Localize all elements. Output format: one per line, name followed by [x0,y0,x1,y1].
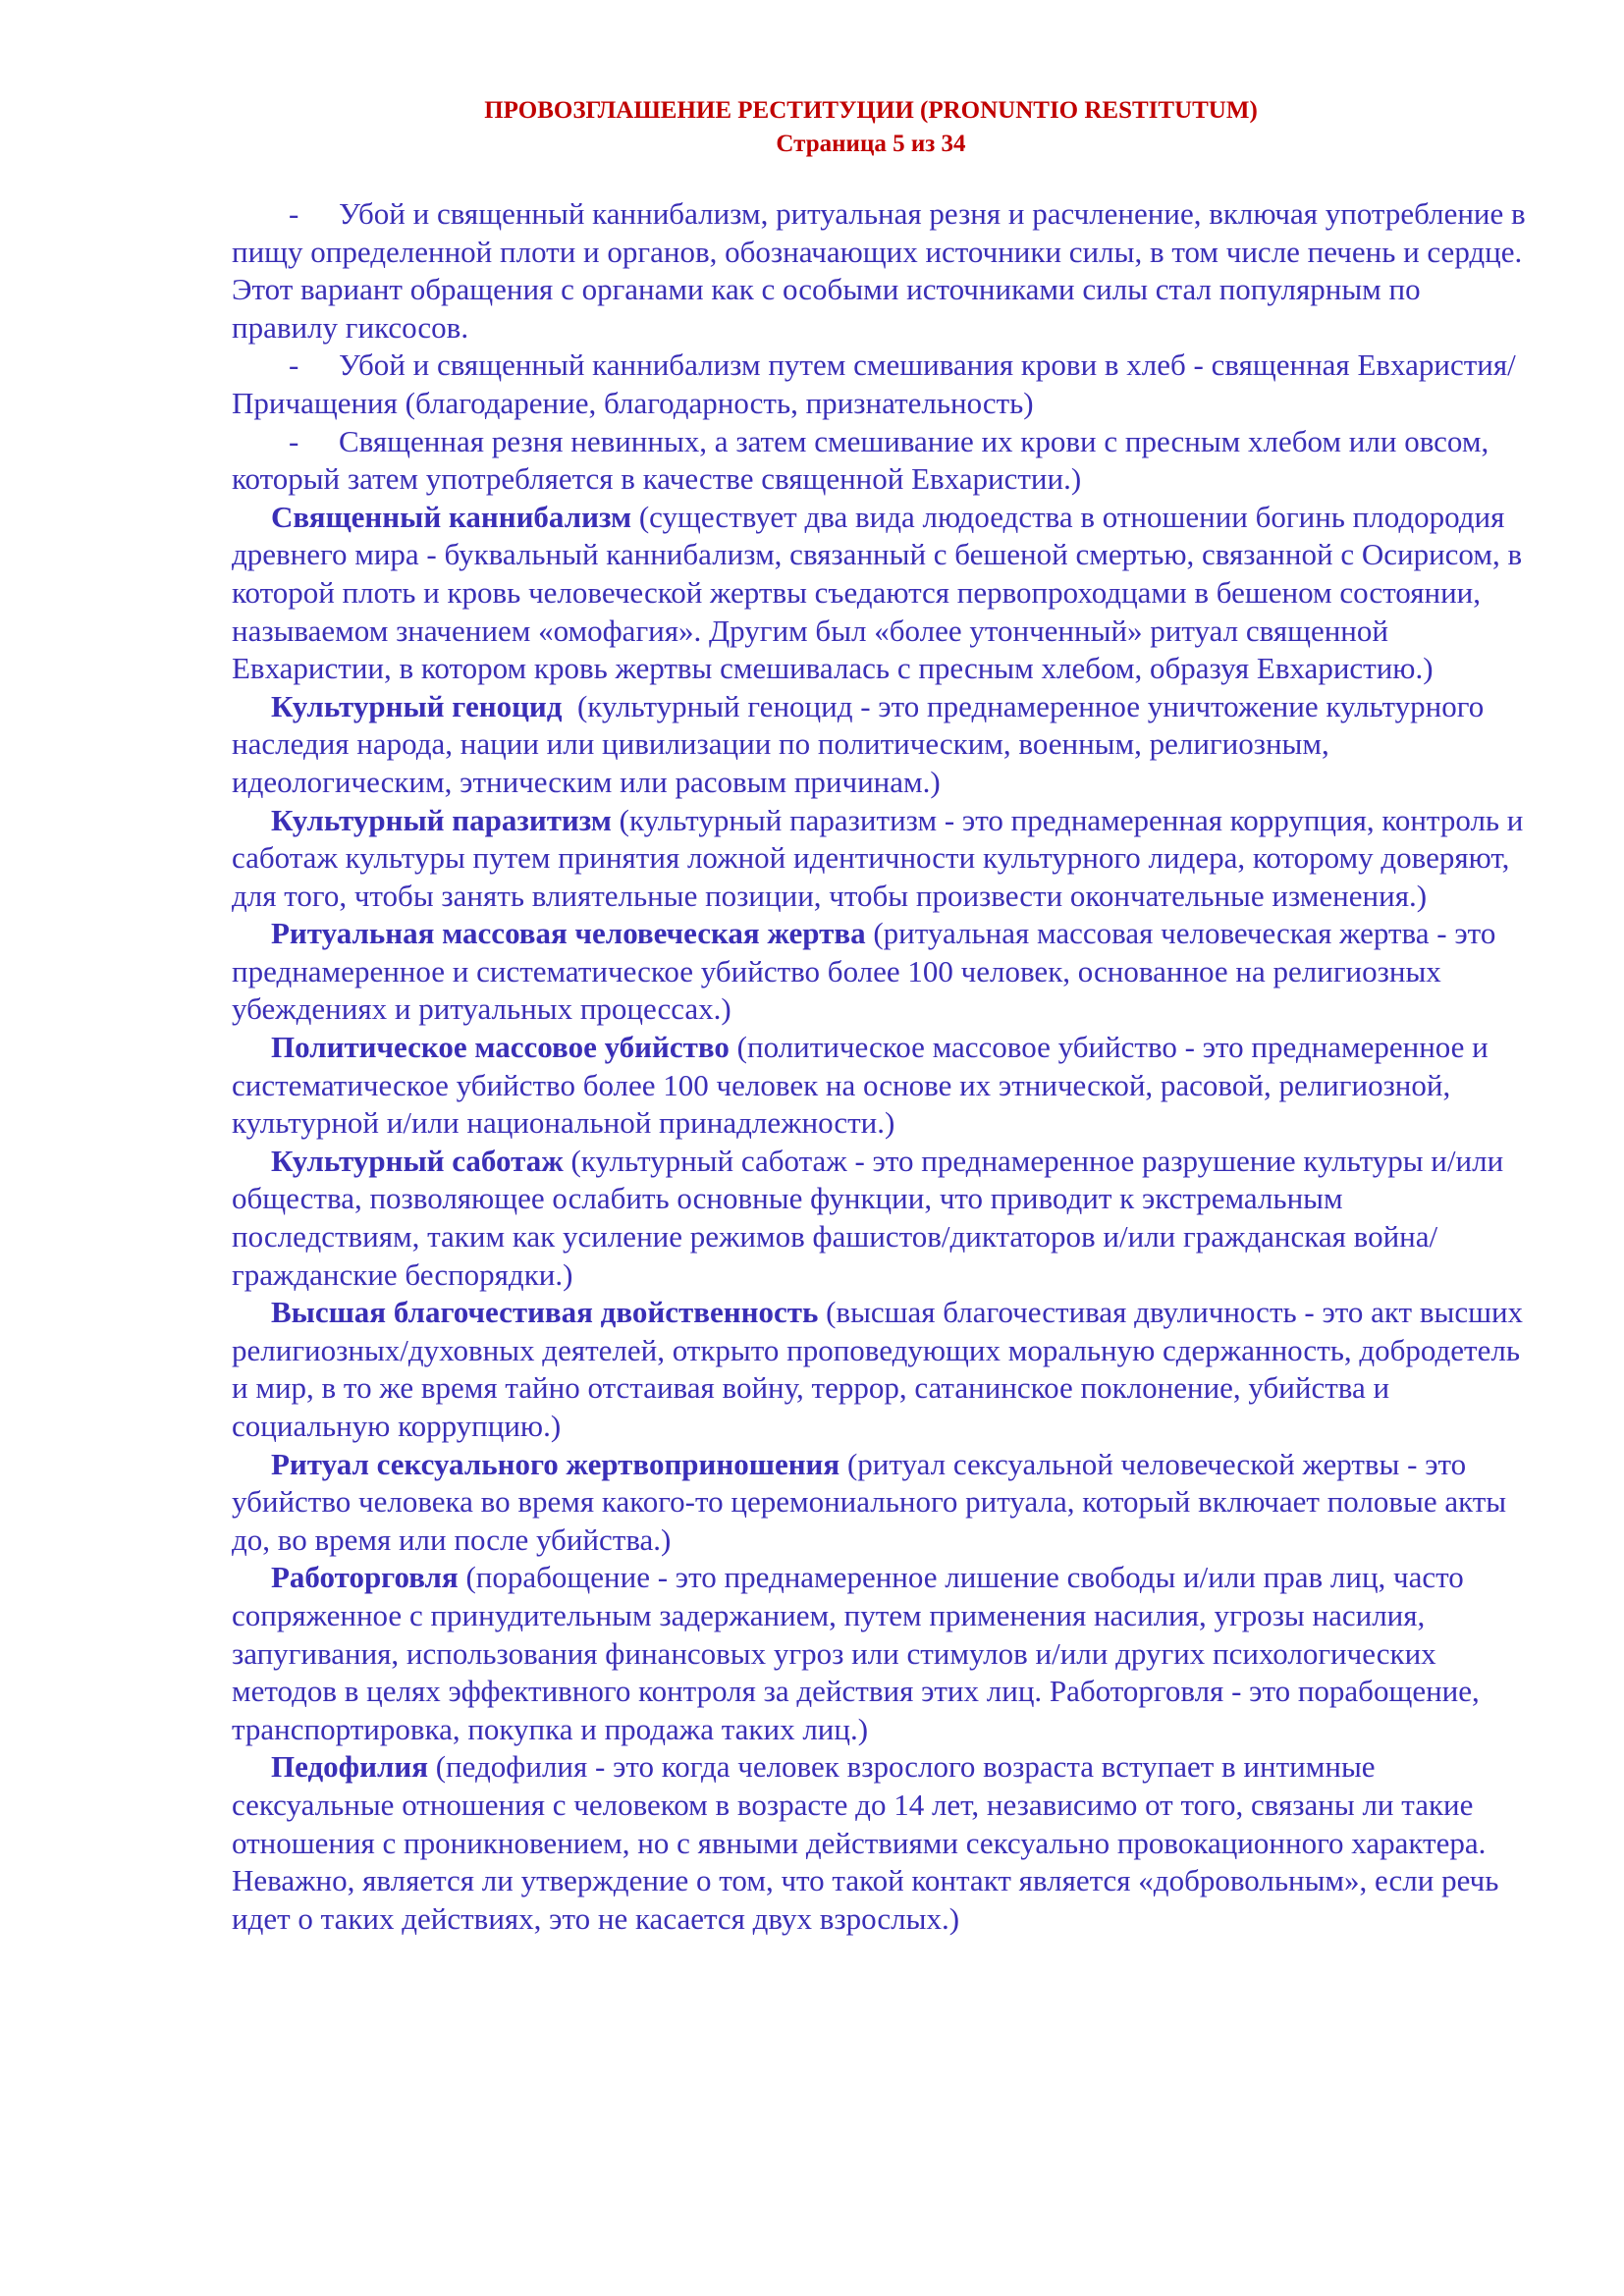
definition-text: (культурный саботаж - это преднамеренное разрушение культуры и/или общества, позволяющее ослабить основные функции, что приводит к экстремальным последствиям, таким как усиление режимов фашистов/диктаторов и/или гражданская война/гражданские беспорядки.) [232,1143,1504,1292]
definition-term: Ритуал сексуального жертвоприношения [271,1446,840,1481]
definition-term: Политическое массовое убийство [271,1030,730,1065]
document-title: ПРОВОЗГЛАШЕНИЕ РЕСТИТУЦИИ (PRONUNTIO RESTITUTUM) [484,97,1258,124]
definition-paragraph [232,1446,1528,1560]
definition-text: (культурный паразитизм - это преднамеренная коррупция, контроль и саботаж культуры путем принятия ложной идентичности культурного лидера, которому доверяют, для того, чтобы занять влиятельные позиции, чтобы произвести окончательные изменения.) [232,802,1524,913]
definition-term: Культурный геноцид [271,688,563,723]
definition-term: Работорговля [271,1560,459,1595]
definition-term: Педофилия [271,1749,428,1785]
bullet-item [232,347,1528,422]
definition-paragraph [232,1748,1528,1938]
definition-paragraph [232,688,1528,802]
definition-paragraph [232,802,1528,916]
definition-paragraph [232,1294,1528,1445]
bullet-dash: - [289,196,299,231]
definition-paragraph [232,499,1528,688]
document-body [232,195,1528,1938]
bullet-text: Убой и священный каннибализм, ритуальная резня и расчленение, включая употребление в пищу определенной плоти и органов, обозначающих источники силы, в том числе печень и сердце. Этот вариант обращения с органами как с особыми источниками силы стал популярным по правилу гиксосов. [232,196,1526,345]
definition-text: (порабощение - это преднамеренное лишение свободы и/или прав лиц, часто сопряженное с принудительным задержанием, путем применения насилия, угрозы насилия, запугивания, использования финансовых угроз или стимулов и/или других психологических методов в целях эффективного контроля за действия этих лиц. Работорговля - это порабощение, транспортировка, покупка и продажа таких лиц.) [232,1560,1480,1746]
definition-paragraph [232,1559,1528,1748]
page-number: Страница 5 из 34 [776,131,966,157]
definition-term: Культурный саботаж [271,1143,564,1178]
bullet-dash: - [289,423,299,458]
definition-term: Высшая благочестивая двойственность [271,1295,819,1330]
definition-text: (педофилия - это когда человек взрослого возраста вступает в интимные сексуальные отношения с человеком в возрасте до 14 лет, независимо от того, связаны ли такие отношения с проникновением, но с явными действиями сексуально провокационного характера. Неважно, является ли утверждение о том, что такой контакт является «добровольным», если речь идет о таких действиях, это не касается двух взрослых.) [232,1749,1499,1936]
bullet-text: Священная резня невинных, а затем смешивание их крови с пресным хлебом или овсом, который затем употребляется в качестве священной Евхаристии.) [232,423,1489,497]
definition-paragraph [232,915,1528,1029]
definition-text: (культурный геноцид - это преднамеренное уничтожение культурного наследия народа, нации или цивилизации по политическим, военным, религиозным, идеологическим, этническим или расовым причинам.) [232,688,1491,799]
definition-term: Священный каннибализм [271,499,632,534]
definition-text: (существует два вида людоедства в отношении богинь плодородия древнего мира - буквальный каннибализм, связанный с бешеной смертью, связанной с Осирисом, в которой плоть и кровь человеческой жертвы съедаются первопроходцами в бешеном состоянии, называемом значением «омофагия». Другим был «более утонченный» ритуал священной Евхаристии, в котором кровь жертвы смешивалась с пресным хлебом, образуя Евхаристию.) [232,499,1523,686]
definition-text: (политическое массовое убийство - это преднамеренное и систематическое убийство более 100 человек на основе их этнической, расовой, религиозной, культурной и/или национальной принадлежности.) [232,1030,1489,1141]
definition-paragraph [232,1029,1528,1143]
definition-paragraph [232,1143,1528,1294]
bullet-item [232,423,1528,499]
page-header [0,94,1624,161]
definition-text: (ритуальная массовая человеческая жертва - это преднамеренное и систематическое убийство более 100 человек, основанное на религиозных убеждениях и ритуальных процессах.) [232,916,1496,1027]
definition-text: (высшая благочестивая двуличность - это акт высших религиозных/духовных деятелей, открыто проповедующих моральную сдержанность, добродетель и мир, в то же время тайно отстаивая войну, террор, сатанинское поклонение, убийства и социальную коррупцию.) [232,1295,1524,1443]
bullet-item [232,195,1528,347]
definition-text: (ритуал сексуальной человеческой жертвы - это убийство человека во время какого-то церемониального ритуала, который включает половые акты до, во время или после убийства.) [232,1446,1507,1557]
definition-term: Ритуальная массовая человеческая жертва [271,916,866,951]
bullet-dash: - [289,347,299,383]
definition-term: Культурный паразитизм [271,802,612,837]
bullet-text: Убой и священный каннибализм путем смешивания крови в хлеб - священная Евхаристия/Причащения (благодарение, благодарность, признательность) [232,347,1516,420]
